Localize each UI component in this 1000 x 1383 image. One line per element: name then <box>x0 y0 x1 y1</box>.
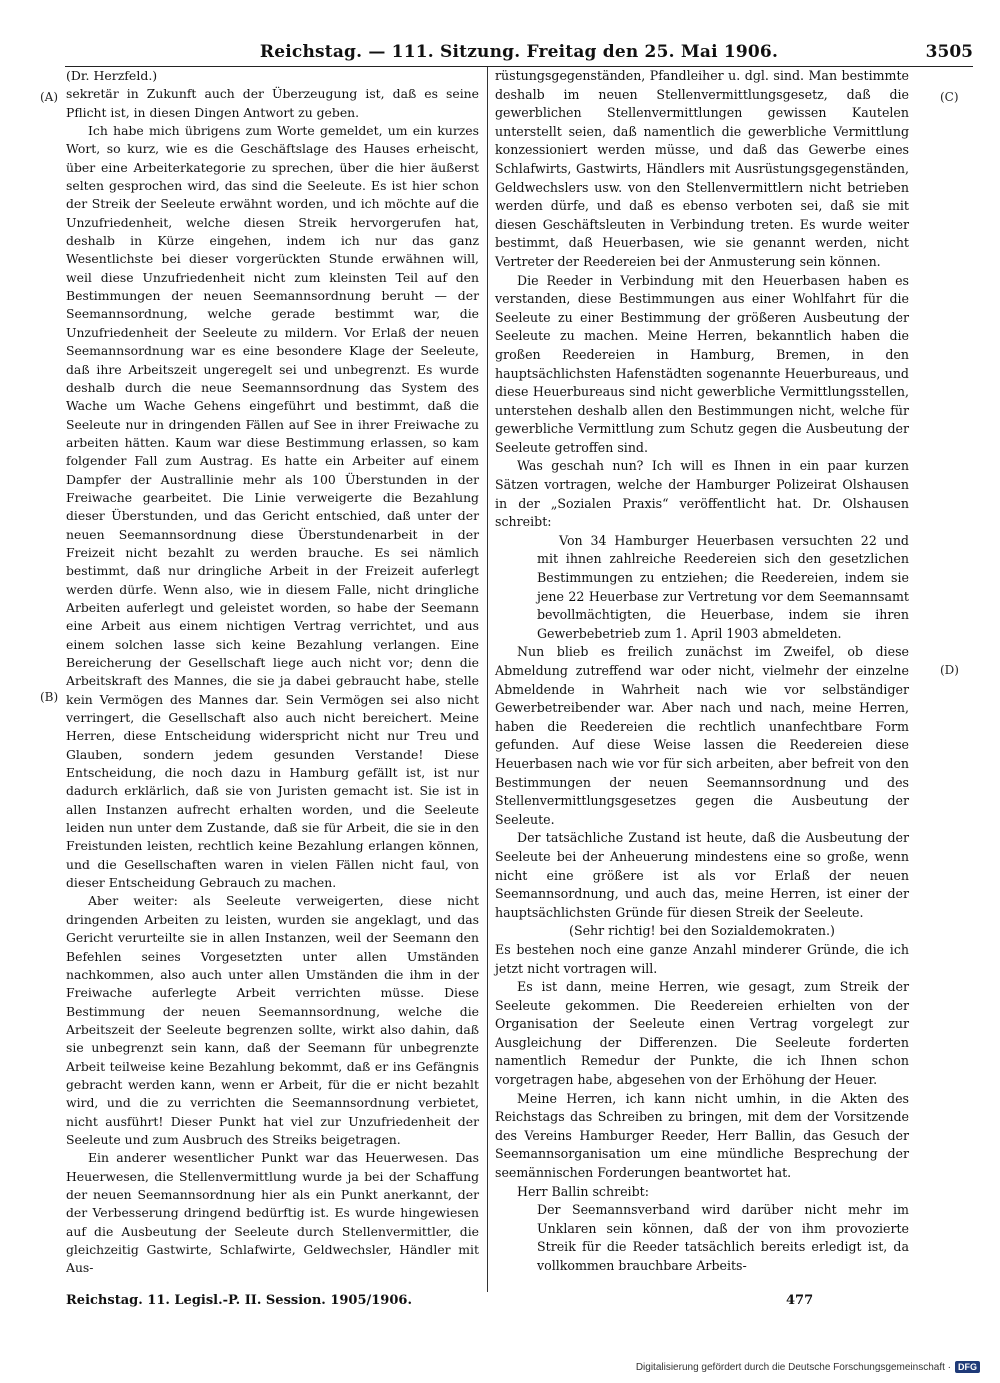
column-divider <box>487 67 488 1292</box>
paragraph: Es bestehen noch eine ganze Anzahl minderer Gründe, die ich jetzt nicht vortragen will. <box>495 941 909 976</box>
footer-sheet-number: 477 <box>786 1293 814 1308</box>
paragraph: Meine Herren, ich kann nicht umhin, in die Akten des Reichstags das Schreiben zu bringen, mit dem der Vorsitzende des Vereins Hamburger Reeder, Herr Ballin, das Gesuch der Seemannsorganisation um eine mündliche Besprechung der seemännischen Forderungen beantwortet hat. <box>495 1090 909 1181</box>
footer-session: Reichstag. 11. Legisl.-P. II. Session. 1905/1906. <box>66 1293 412 1308</box>
paragraph: Die Reeder in Verbindung mit den Heuerbasen haben es verstanden, diese Bestimmungen aus einer Wohlfahrt für die Seeleute zu einer Bestimmung der größeren Ausbeutung der Seeleute zu machen. Meine Herren, bekanntlich haben die großen Reedereien in Hamburg, Bremen, in den hauptsächlichsten Hafenstädten sogenannte Heuerbureaus, und diese Heuerbureaus sind nicht gewerbliche Vermittlungsstellen, unterstehen deshalb allen den Bestimmungen nicht, welche für gewerbliche Vermittlung zum Schutz gegen die Ausbeutung der Seeleute getroffen sind. <box>495 272 909 455</box>
margin-marker-a: (A) <box>40 90 59 104</box>
paragraph: Aber weiter: als Seeleute verweigerten, diese nicht dringenden Arbeiten zu leisten, wurden sie angeklagt, und das Gericht verurteilte sie in allen Instanzen, weil der Seemann den Befehlen seines Vorgesetzten unter allen Umständen nachkommen, also auch unter allen Umständen die ihm in der Freiwache auferlegte Arbeit verrichten müsse. Diese Bestimmung der neuen Seemannsordnung, welche die Arbeitszeit der Seeleute begrenzen sollte, wirkt also dahin, daß sie unbegrenzt sein kann, daß der Seemann für unbegrenzte Arbeit teilweise keine Bezahlung bekommt, daß er ins Gefängnis gebracht werden kann, wenn er Arbeit, für die er nicht bezahlt wird, und die zu verrichten die Seemannsordnung verbietet, nicht ausführt! Dieser Punkt hat viel zur Unzufriedenheit der Seeleute und zum Ausbruch des Streiks beigetragen. <box>66 893 479 1147</box>
dfg-logo: DFG <box>955 1361 980 1373</box>
margin-marker-c: (C) <box>940 90 959 104</box>
interjection: (Sehr richtig! bei den Sozialdemokraten.) <box>569 923 835 939</box>
page-header <box>65 36 973 67</box>
paragraph: Nun blieb es freilich zunächst im Zweifel, ob diese Abmeldung zutreffend war oder nicht, vielmehr der einzelne Abmeldende in Wahrheit nach wie vor selbständiger Gewerbetreibender war. Aber nach und nach, meine Herren, haben die Reedereien die rechtlich unanfechtbare Form gefunden. Auf diese Weise lassen die Reedereien diese Heuerbasen nach wie vor für sich arbeiten, aber befreit von den Bestimmungen der neuen Seemannsordnung und des Stellenvermittlungsgesetzes gegen die Ausbeutung der Seeleute. <box>495 644 909 827</box>
paragraph: Ich habe mich übrigens zum Worte gemeldet, um ein kurzes Wort, so kurz, wie es die Geschäftslage des Hauses erheischt, über eine Arbeiterkategorie zu sprechen, über die hier äußerst selten gesprochen wird, das sind die Seeleute. Es ist hier schon der Streik der Seeleute erwähnt worden, und ich möchte auf die Unzufriedenheit, welche diesen Streik hervorgerufen hat, deshalb in Kürze eingehen, indem ich nur das ganz Wesentlichste bei dieser vorgerückten Stunde erwähnen will, weil diese Unzufriedenheit nicht zum kleinsten Teil auf den Bestimmungen der neuen Seemannsordnung beruht — der Seemannsordnung, welche gerade bestimmt war, die Unzufriedenheit der Seeleute zu mildern. Vor Erlaß der neuen Seemannsordnung war es eine besondere Klage der Seeleute, daß ihre Arbeitszeit ungeregelt sei und unbegrenzt. Es wurde deshalb durch die neue Seemannsordnung das System des Wache um Wache Gehens eingeführt und bestimmt, daß die Seeleute nur in dringenden Fällen auf See in ihrer Freiwache zu arbeiten hätten. Kaum war diese Bestimmung erlassen, so kam folgender Fall zum Austrag. Es hatte ein Arbeiter auf einem Dampfer der Australlinie mehr als 100 Überstunden in der Freiwache gearbeitet. Die Linie verweigerte die Bezahlung dieser Überstunden, und das Gericht entschied, daß unter der neuen Seemannsordnung diese Überstundenarbeit in der Freizeit nicht bezahlt zu werden brauche. Es sei nämlich bestimmt, daß nur dringliche Arbeit in der Freizeit auferlegt werden dürfe. Wenn also, wie in diesem Falle, nicht dringliche Arbeiten auferlegt und geleistet worden, so habe der Seemann eine Arbeit aus einem nichtigen Vertrag verrichtet, und aus einem solchen lasse sich keine Bezahlung verlangen. Eine Bereicherung der Gesellschaft liege auch nicht vor; denn die Arbeitskraft des Mannes, die sie ja dabei gebraucht habe, stelle kein Vermögen des Mannes dar. Sein Vermögen sei also nicht verringert, die Gesellschaft also auch nicht bereichert. Meine Herren, diese Entscheidung widerspricht nicht nur Treu und Glauben, sondern jedem gesunden Verstande! Diese Entscheidung, die noch dazu in Hamburg gefällt ist, ist nur dadurch erklärlich, daß sie von Juristen gemacht ist. Sie ist in allen Instanzen aufrecht erhalten worden, und die Seeleute leiden nun unter dem Zustande, daß sie für Arbeit, die sie in den Freistunden leisten, rechtlich keine Bezahlung erlangen können, und die Gesellschaften waren in vielen Fällen nicht faul, von dieser Entscheidung Gebrauch zu machen. <box>66 123 479 891</box>
quotation: Von 34 Hamburger Heuerbasen versuchten 22 und mit ihnen zahlreiche Reedereien sich den gesetzlichen Bestimmungen zu entziehen; die Reedereien, indem sie jene 22 Heuerbase zur Vertretung vor dem Seemannsamt bevollmächtigten, die Heuerbase, indem sie ihren Gewerbebetrieb zum 1. April 1903 abmeldeten. <box>537 532 909 641</box>
paragraph: sekretär in Zukunft auch der Überzeugung ist, daß es seine Pflicht ist, in diesen Dingen Antwort zu geben. <box>66 86 479 120</box>
dfg-credit-text: Digitalisierung gefördert durch die Deutsche Forschungsgemeinschaft · <box>635 1361 951 1373</box>
page-number: 3505 <box>925 42 973 62</box>
paragraph: Der tatsächliche Zustand ist heute, daß die Ausbeutung der Seeleute bei der Anheuerung mindestens eine so große, wenn nicht eine größere ist als vor Erlaß der neuen Seemannsordnung, und auch das, meine Herren, ist einer der hauptsächlichsten Gründe für diesen Streik der Seeleute. <box>495 830 909 920</box>
paragraph: Es ist dann, meine Herren, wie gesagt, zum Streik der Seeleute gekommen. Die Reedereien erhielten von der Organisation der Seeleute einen Vertrag vorgelegt zur Ausgleichung der Differenzen. Die Seeleute forderten namentlich Remedur der Punkte, die ich Ihnen schon vorgetragen habe, abgesehen von der Erhöhung der Heuer. <box>495 979 909 1088</box>
paragraph: Ein anderer wesentlicher Punkt war das Heuerwesen. Das Heuerwesen, die Stellenvermittlung wurde ja bei der Schaffung der neuen Seemannsordnung hier als ein Punkt anerkannt, der der Verbesserung dringend bedürftig ist. Es wurde hingewiesen auf die Ausbeutung der Seeleute durch Stellenvermittler, die gleichzeitig Gastwirte, Schlafwirte, Geldwechsler, Händler mit Aus- <box>66 1150 479 1276</box>
page-title: Reichstag. — 111. Sitzung. Freitag den 25. Mai 1906. <box>259 42 779 62</box>
paragraph: Was geschah nun? Ich will es Ihnen in ein paar kurzen Sätzen vortragen, welche der Hamburger Polizeirat Olshausen in der „Sozialen Praxis“ veröffentlicht hat. Dr. Olshausen schreibt: <box>495 458 909 530</box>
margin-marker-b: (B) <box>40 690 59 704</box>
paragraph: rüstungsgegenständen, Pfandleiher u. dgl. sind. Man bestimmte deshalb im neuen Stellenvermittlungsgesetz, daß die gewerblichen Stellenvermittlungen gewissen Kautelen unterstellt seien, daß namentlich die gewerbliche Vermittlung konzessioniert werden müsse, und daß das Gewerbe eines Schlafwirts, Gastwirts, Händlers mit Ausrüstungsgegenständen, Geldwechslers usw. von den Stellenvermittlern nicht betrieben werden dürfe, und daß es ebenso verboten sei, daß sie mit diesen Geschäftsleuten in Verbindung treten. Es wurde weiter bestimmt, daß Heuerbasen, wie sie genannt werden, nicht Vertreter der Reedereien bei der Anmusterung sein können. <box>495 68 909 269</box>
dfg-credit <box>636 1361 980 1373</box>
left-column <box>66 67 479 1278</box>
speaker-label: (Dr. Herzfeld.) <box>66 68 158 83</box>
margin-marker-d: (D) <box>940 663 959 677</box>
quotation: Der Seemannsverband wird darüber nicht mehr im Unklaren sein können, daß der von ihm provozierte Streik für die Reeder tatsächlich bereits erledigt ist, da vollkommen brauchbare Arbeits- <box>537 1202 909 1273</box>
paragraph: Herr Ballin schreibt: <box>517 1183 649 1199</box>
right-column <box>495 67 909 1276</box>
